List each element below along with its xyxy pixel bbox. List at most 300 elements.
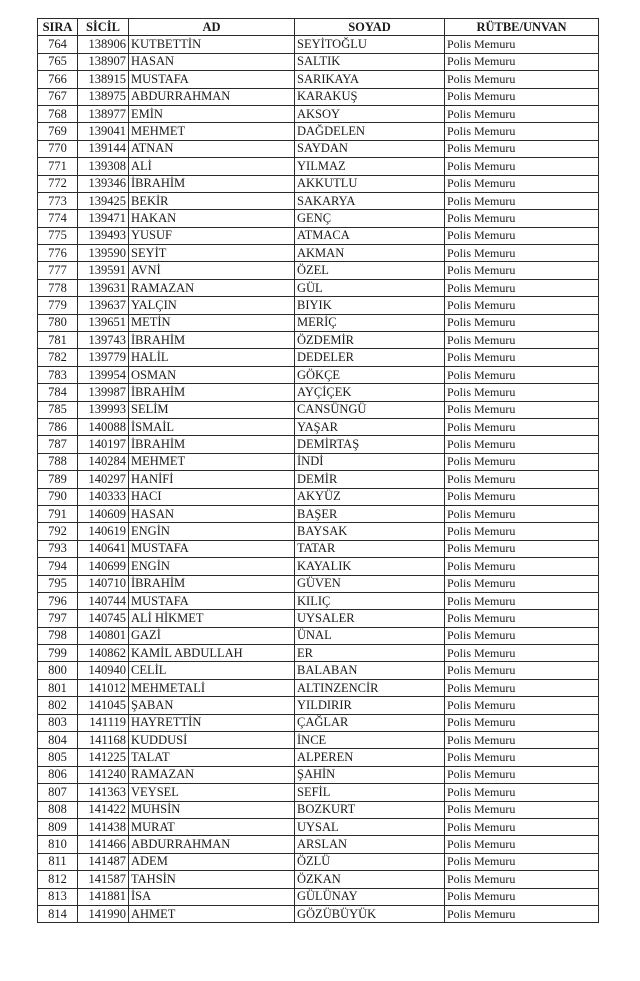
cell-sicil: 139346 [78, 175, 129, 192]
cell-rutbe: Polis Memuru [445, 279, 599, 296]
cell-soyad: ER [295, 645, 445, 662]
cell-rutbe: Polis Memuru [445, 592, 599, 609]
cell-ad: TAHSİN [129, 871, 295, 888]
cell-rutbe: Polis Memuru [445, 192, 599, 209]
table-header-row [38, 19, 599, 36]
cell-rutbe: Polis Memuru [445, 523, 599, 540]
cell-sira: 800 [38, 662, 78, 679]
cell-rutbe: Polis Memuru [445, 627, 599, 644]
cell-sira: 764 [38, 36, 78, 53]
cell-sira: 785 [38, 401, 78, 418]
cell-soyad: ÜNAL [295, 627, 445, 644]
cell-sira: 812 [38, 871, 78, 888]
table-row [38, 627, 599, 644]
cell-ad: TALAT [129, 749, 295, 766]
table-row [38, 540, 599, 557]
table-row [38, 697, 599, 714]
cell-sicil: 141225 [78, 749, 129, 766]
cell-sicil: 140284 [78, 453, 129, 470]
cell-rutbe: Polis Memuru [445, 766, 599, 783]
cell-ad: RAMAZAN [129, 279, 295, 296]
cell-sicil: 141990 [78, 905, 129, 922]
table-row [38, 88, 599, 105]
cell-rutbe: Polis Memuru [445, 436, 599, 453]
cell-soyad: CANSÜNGÜ [295, 401, 445, 418]
table-row [38, 645, 599, 662]
cell-ad: HAYRETTİN [129, 714, 295, 731]
cell-sira: 778 [38, 279, 78, 296]
cell-rutbe: Polis Memuru [445, 245, 599, 262]
cell-sira: 803 [38, 714, 78, 731]
table-row [38, 53, 599, 70]
table-row [38, 888, 599, 905]
cell-ad: MUSTAFA [129, 71, 295, 88]
table-row [38, 36, 599, 53]
cell-sicil: 139779 [78, 349, 129, 366]
table-row [38, 801, 599, 818]
cell-ad: MUHSİN [129, 801, 295, 818]
table-row [38, 140, 599, 157]
table-row [38, 592, 599, 609]
cell-ad: KUTBETTİN [129, 36, 295, 53]
cell-rutbe: Polis Memuru [445, 36, 599, 53]
table-row [38, 453, 599, 470]
cell-sicil: 140710 [78, 575, 129, 592]
cell-sira: 786 [38, 418, 78, 435]
table-row [38, 262, 599, 279]
cell-sicil: 140801 [78, 627, 129, 644]
cell-soyad: BOZKURT [295, 801, 445, 818]
cell-sicil: 140333 [78, 488, 129, 505]
cell-soyad: AKSOY [295, 105, 445, 122]
table-row [38, 575, 599, 592]
cell-rutbe: Polis Memuru [445, 540, 599, 557]
cell-rutbe: Polis Memuru [445, 679, 599, 696]
table-row [38, 105, 599, 122]
cell-soyad: DAĞDELEN [295, 123, 445, 140]
cell-soyad: ATMACA [295, 227, 445, 244]
cell-soyad: AKKUTLU [295, 175, 445, 192]
cell-ad: AVNİ [129, 262, 295, 279]
cell-ad: KUDDUSİ [129, 732, 295, 749]
cell-ad: MEHMETALİ [129, 679, 295, 696]
cell-ad: HAKAN [129, 210, 295, 227]
cell-soyad: BAŞER [295, 505, 445, 522]
cell-soyad: ARSLAN [295, 836, 445, 853]
cell-rutbe: Polis Memuru [445, 71, 599, 88]
cell-soyad: GENÇ [295, 210, 445, 227]
table-row [38, 558, 599, 575]
table-row [38, 227, 599, 244]
cell-ad: YALÇIN [129, 297, 295, 314]
cell-ad: İBRAHİM [129, 575, 295, 592]
cell-ad: HASAN [129, 505, 295, 522]
cell-ad: MEHMET [129, 453, 295, 470]
cell-sicil: 141466 [78, 836, 129, 853]
cell-rutbe: Polis Memuru [445, 297, 599, 314]
cell-sicil: 141168 [78, 732, 129, 749]
cell-soyad: ÖZLÜ [295, 853, 445, 870]
cell-sira: 813 [38, 888, 78, 905]
cell-soyad: İNDİ [295, 453, 445, 470]
column-header-rutbe: RÜTBE/UNVAN [445, 19, 599, 36]
cell-ad: MUSTAFA [129, 540, 295, 557]
cell-ad: ADEM [129, 853, 295, 870]
cell-sicil: 139591 [78, 262, 129, 279]
cell-soyad: UYSALER [295, 610, 445, 627]
cell-ad: İBRAHİM [129, 332, 295, 349]
table-row [38, 836, 599, 853]
cell-rutbe: Polis Memuru [445, 349, 599, 366]
cell-sira: 794 [38, 558, 78, 575]
cell-sicil: 139144 [78, 140, 129, 157]
cell-ad: CELİL [129, 662, 295, 679]
cell-sicil: 140940 [78, 662, 129, 679]
cell-ad: SELİM [129, 401, 295, 418]
cell-soyad: GÖZÜBÜYÜK [295, 905, 445, 922]
cell-sicil: 138977 [78, 105, 129, 122]
cell-soyad: İNCE [295, 732, 445, 749]
table-row [38, 314, 599, 331]
cell-sira: 798 [38, 627, 78, 644]
cell-sira: 805 [38, 749, 78, 766]
cell-ad: OSMAN [129, 366, 295, 383]
table-row [38, 279, 599, 296]
table-row [38, 732, 599, 749]
table-row [38, 158, 599, 175]
table-row [38, 488, 599, 505]
cell-ad: BEKİR [129, 192, 295, 209]
cell-soyad: SEYİTOĞLU [295, 36, 445, 53]
cell-ad: METİN [129, 314, 295, 331]
cell-sicil: 140699 [78, 558, 129, 575]
cell-rutbe: Polis Memuru [445, 140, 599, 157]
cell-sira: 784 [38, 384, 78, 401]
cell-sicil: 139651 [78, 314, 129, 331]
cell-sira: 769 [38, 123, 78, 140]
cell-ad: RAMAZAN [129, 766, 295, 783]
cell-ad: MURAT [129, 818, 295, 835]
cell-sira: 807 [38, 784, 78, 801]
table-row [38, 505, 599, 522]
cell-rutbe: Polis Memuru [445, 610, 599, 627]
cell-sicil: 141045 [78, 697, 129, 714]
cell-soyad: UYSAL [295, 818, 445, 835]
cell-soyad: ÖZKAN [295, 871, 445, 888]
cell-rutbe: Polis Memuru [445, 888, 599, 905]
cell-rutbe: Polis Memuru [445, 227, 599, 244]
cell-sira: 793 [38, 540, 78, 557]
cell-sicil: 139041 [78, 123, 129, 140]
cell-rutbe: Polis Memuru [445, 366, 599, 383]
cell-soyad: KARAKUŞ [295, 88, 445, 105]
cell-soyad: MERİÇ [295, 314, 445, 331]
cell-sicil: 140619 [78, 523, 129, 540]
cell-ad: ABDURRAHMAN [129, 88, 295, 105]
cell-sicil: 139637 [78, 297, 129, 314]
cell-soyad: DEMİR [295, 471, 445, 488]
table-row [38, 523, 599, 540]
cell-soyad: TATAR [295, 540, 445, 557]
cell-rutbe: Polis Memuru [445, 645, 599, 662]
table-row [38, 332, 599, 349]
cell-ad: ABDURRAHMAN [129, 836, 295, 853]
cell-soyad: SALTIK [295, 53, 445, 70]
cell-sicil: 141012 [78, 679, 129, 696]
cell-rutbe: Polis Memuru [445, 784, 599, 801]
cell-rutbe: Polis Memuru [445, 332, 599, 349]
table-row [38, 366, 599, 383]
cell-ad: HALİL [129, 349, 295, 366]
cell-sicil: 140862 [78, 645, 129, 662]
cell-soyad: DEMİRTAŞ [295, 436, 445, 453]
cell-ad: İBRAHİM [129, 175, 295, 192]
cell-soyad: YAŞAR [295, 418, 445, 435]
cell-sicil: 141487 [78, 853, 129, 870]
cell-soyad: GÜLÜNAY [295, 888, 445, 905]
cell-rutbe: Polis Memuru [445, 871, 599, 888]
cell-rutbe: Polis Memuru [445, 836, 599, 853]
cell-sira: 797 [38, 610, 78, 627]
cell-rutbe: Polis Memuru [445, 418, 599, 435]
cell-sicil: 139590 [78, 245, 129, 262]
cell-sicil: 139471 [78, 210, 129, 227]
cell-rutbe: Polis Memuru [445, 749, 599, 766]
cell-sicil: 141363 [78, 784, 129, 801]
cell-sira: 788 [38, 453, 78, 470]
cell-sicil: 140609 [78, 505, 129, 522]
cell-sira: 779 [38, 297, 78, 314]
cell-ad: ENGİN [129, 523, 295, 540]
personnel-table [37, 18, 599, 923]
table-row [38, 297, 599, 314]
table-row [38, 679, 599, 696]
table-row [38, 436, 599, 453]
table-row [38, 71, 599, 88]
cell-soyad: SAKARYA [295, 192, 445, 209]
table-row [38, 853, 599, 870]
table-row [38, 175, 599, 192]
cell-rutbe: Polis Memuru [445, 210, 599, 227]
cell-soyad: YILDIRIR [295, 697, 445, 714]
cell-ad: MUSTAFA [129, 592, 295, 609]
table-row [38, 749, 599, 766]
cell-rutbe: Polis Memuru [445, 732, 599, 749]
cell-soyad: GÜL [295, 279, 445, 296]
cell-sira: 799 [38, 645, 78, 662]
cell-ad: YUSUF [129, 227, 295, 244]
cell-soyad: GÜVEN [295, 575, 445, 592]
cell-rutbe: Polis Memuru [445, 662, 599, 679]
cell-sira: 795 [38, 575, 78, 592]
cell-sicil: 140297 [78, 471, 129, 488]
table-row [38, 784, 599, 801]
cell-sira: 771 [38, 158, 78, 175]
cell-soyad: SARIKAYA [295, 71, 445, 88]
cell-sira: 810 [38, 836, 78, 853]
cell-ad: ENGİN [129, 558, 295, 575]
cell-sicil: 141438 [78, 818, 129, 835]
cell-sira: 811 [38, 853, 78, 870]
cell-sira: 804 [38, 732, 78, 749]
cell-sicil: 140641 [78, 540, 129, 557]
cell-rutbe: Polis Memuru [445, 123, 599, 140]
cell-soyad: ALPEREN [295, 749, 445, 766]
cell-sira: 809 [38, 818, 78, 835]
cell-rutbe: Polis Memuru [445, 697, 599, 714]
cell-ad: GAZİ [129, 627, 295, 644]
cell-soyad: ŞAHİN [295, 766, 445, 783]
cell-ad: EMİN [129, 105, 295, 122]
cell-soyad: ÖZDEMİR [295, 332, 445, 349]
cell-soyad: GÖKÇE [295, 366, 445, 383]
table-row [38, 401, 599, 418]
cell-rutbe: Polis Memuru [445, 488, 599, 505]
cell-sicil: 139493 [78, 227, 129, 244]
cell-soyad: AYÇİÇEK [295, 384, 445, 401]
cell-sicil: 138915 [78, 71, 129, 88]
cell-sira: 768 [38, 105, 78, 122]
cell-rutbe: Polis Memuru [445, 105, 599, 122]
table-row [38, 610, 599, 627]
cell-ad: İBRAHİM [129, 384, 295, 401]
cell-sira: 773 [38, 192, 78, 209]
cell-sicil: 140745 [78, 610, 129, 627]
column-header-sicil: SİCİL [78, 19, 129, 36]
column-header-sira: SIRA [38, 19, 78, 36]
cell-sira: 770 [38, 140, 78, 157]
cell-soyad: ÖZEL [295, 262, 445, 279]
table-row [38, 714, 599, 731]
cell-rutbe: Polis Memuru [445, 853, 599, 870]
cell-ad: KAMİL ABDULLAH [129, 645, 295, 662]
cell-rutbe: Polis Memuru [445, 505, 599, 522]
cell-sira: 766 [38, 71, 78, 88]
cell-soyad: ALTINZENCİR [295, 679, 445, 696]
cell-sira: 774 [38, 210, 78, 227]
cell-sicil: 139993 [78, 401, 129, 418]
cell-soyad: BALABAN [295, 662, 445, 679]
cell-sicil: 138906 [78, 36, 129, 53]
cell-soyad: ÇAĞLAR [295, 714, 445, 731]
cell-ad: HACI [129, 488, 295, 505]
cell-sira: 787 [38, 436, 78, 453]
table-body [38, 36, 599, 923]
cell-sira: 796 [38, 592, 78, 609]
column-header-ad: AD [129, 19, 295, 36]
cell-sira: 782 [38, 349, 78, 366]
cell-sira: 789 [38, 471, 78, 488]
table-row [38, 210, 599, 227]
cell-rutbe: Polis Memuru [445, 453, 599, 470]
cell-rutbe: Polis Memuru [445, 53, 599, 70]
cell-rutbe: Polis Memuru [445, 905, 599, 922]
cell-sira: 783 [38, 366, 78, 383]
cell-rutbe: Polis Memuru [445, 818, 599, 835]
cell-soyad: KILIÇ [295, 592, 445, 609]
table-row [38, 384, 599, 401]
cell-sira: 814 [38, 905, 78, 922]
table-row [38, 905, 599, 922]
cell-soyad: BIYIK [295, 297, 445, 314]
table-row [38, 662, 599, 679]
cell-rutbe: Polis Memuru [445, 558, 599, 575]
cell-soyad: SEFİL [295, 784, 445, 801]
cell-sicil: 141240 [78, 766, 129, 783]
cell-soyad: YILMAZ [295, 158, 445, 175]
cell-rutbe: Polis Memuru [445, 384, 599, 401]
cell-sicil: 138975 [78, 88, 129, 105]
cell-sira: 777 [38, 262, 78, 279]
cell-rutbe: Polis Memuru [445, 175, 599, 192]
cell-ad: VEYSEL [129, 784, 295, 801]
cell-ad: ATNAN [129, 140, 295, 157]
cell-ad: İBRAHİM [129, 436, 295, 453]
cell-sicil: 140197 [78, 436, 129, 453]
cell-soyad: SAYDAN [295, 140, 445, 157]
cell-rutbe: Polis Memuru [445, 401, 599, 418]
cell-ad: AHMET [129, 905, 295, 922]
cell-soyad: AKYÜZ [295, 488, 445, 505]
cell-ad: ALİ [129, 158, 295, 175]
cell-rutbe: Polis Memuru [445, 88, 599, 105]
cell-rutbe: Polis Memuru [445, 801, 599, 818]
cell-sicil: 139631 [78, 279, 129, 296]
cell-sicil: 139954 [78, 366, 129, 383]
cell-ad: ALİ HİKMET [129, 610, 295, 627]
cell-sira: 781 [38, 332, 78, 349]
table-row [38, 418, 599, 435]
table-row [38, 871, 599, 888]
cell-sira: 765 [38, 53, 78, 70]
cell-ad: İSA [129, 888, 295, 905]
cell-sira: 808 [38, 801, 78, 818]
cell-ad: İSMAİL [129, 418, 295, 435]
cell-rutbe: Polis Memuru [445, 158, 599, 175]
cell-sira: 772 [38, 175, 78, 192]
cell-sicil: 139425 [78, 192, 129, 209]
cell-sicil: 138907 [78, 53, 129, 70]
cell-sira: 790 [38, 488, 78, 505]
column-header-soyad: SOYAD [295, 19, 445, 36]
cell-rutbe: Polis Memuru [445, 314, 599, 331]
cell-sicil: 139987 [78, 384, 129, 401]
cell-sira: 792 [38, 523, 78, 540]
cell-sira: 801 [38, 679, 78, 696]
cell-ad: MEHMET [129, 123, 295, 140]
cell-ad: HANİFİ [129, 471, 295, 488]
cell-sicil: 141422 [78, 801, 129, 818]
cell-ad: ŞABAN [129, 697, 295, 714]
cell-sira: 806 [38, 766, 78, 783]
cell-soyad: KAYALIK [295, 558, 445, 575]
table-row [38, 349, 599, 366]
cell-sira: 776 [38, 245, 78, 262]
table-row [38, 471, 599, 488]
table-row [38, 766, 599, 783]
cell-sira: 775 [38, 227, 78, 244]
cell-sira: 791 [38, 505, 78, 522]
cell-sira: 780 [38, 314, 78, 331]
cell-sicil: 141119 [78, 714, 129, 731]
table-row [38, 123, 599, 140]
cell-sicil: 141881 [78, 888, 129, 905]
cell-rutbe: Polis Memuru [445, 575, 599, 592]
table-row [38, 245, 599, 262]
cell-ad: SEYİT [129, 245, 295, 262]
cell-soyad: AKMAN [295, 245, 445, 262]
cell-sira: 767 [38, 88, 78, 105]
